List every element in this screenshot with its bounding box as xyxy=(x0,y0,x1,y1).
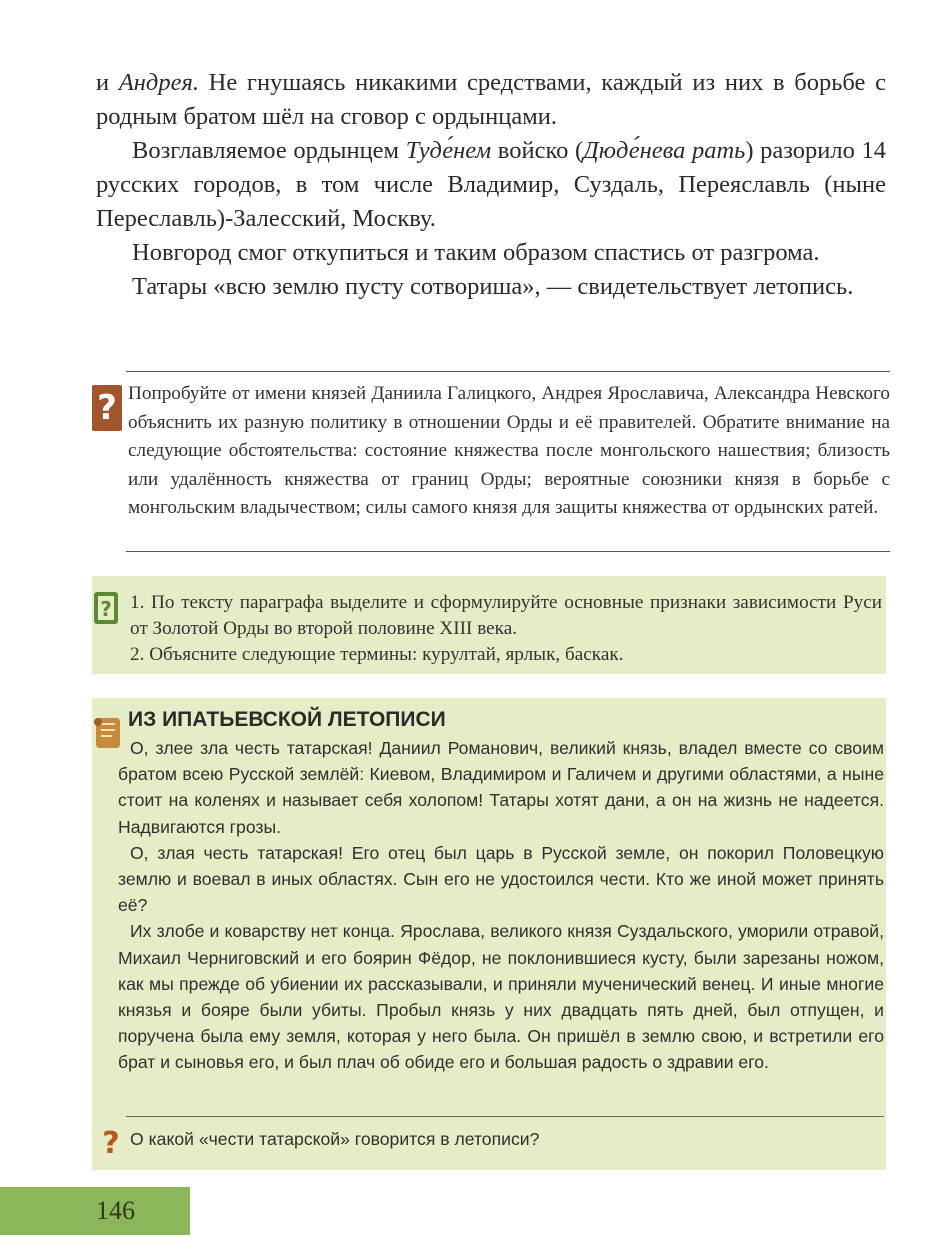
chronicle-question: О какой «чести татарской» говорится в летописи? xyxy=(130,1129,540,1149)
chronicle-paragraph-3: Их злобе и коварству нет конца. Ярослава, великого князя Суздальского, уморили отравой, Михаил Черниговский и его боярин Фёдор, не поклонившиеся кусту, были зарезаны ножом, как мы прежде об убиении их рассказывали, и приняли мученический венец. И иные многие князья и бояре были убиты. Пробыл князь у них двадцать пять дней, был отпущен, и поручена была ему земля, которая у него была. Он пришёл в землю свою, и встретили его брат и сыновья его, и был плач об обиде его и большая радость о здравии его. xyxy=(118,921,884,1073)
text-span: Возглавляемое ордынцем xyxy=(132,137,406,164)
italic-name: Андрея. xyxy=(118,69,199,96)
task-1: 1. По тексту параграфа выделите и сформулируйте основные признаки зависимости Руси от Золотой Орды во второй половине XIII века. xyxy=(130,592,882,639)
paragraph-2 xyxy=(96,134,886,236)
tasks-text xyxy=(130,590,882,668)
italic-name: Туде́нем xyxy=(405,137,492,164)
main-text xyxy=(96,66,886,304)
chronicle-text xyxy=(118,735,884,1076)
italic-term: Дюде́нева рать xyxy=(583,137,746,164)
question-icon: ? xyxy=(92,385,122,431)
page-number: 146 xyxy=(96,1196,135,1225)
chronicle-divider xyxy=(126,1116,884,1117)
divider-top xyxy=(126,371,890,372)
text-span: Не гнушаясь никакими средствами, каждый из них в борьбе с родным братом шёл на сговор с ордынцами. xyxy=(96,69,886,130)
paragraph-1 xyxy=(96,66,886,134)
chronicle-paragraph-1: О, злее зла честь татарская! Даниил Романович, великий князь, владел вместе со своим братом всею Русской землёй: Киевом, Владимиром и Галичем и другими областями, а ныне стоит на коленях и называет себя холопом! Татары хотят дани, а он на жизнь не надеется. Надвигаются грозы. xyxy=(118,738,884,837)
divider-bottom xyxy=(126,551,890,552)
svg-text:?: ? xyxy=(100,597,112,621)
chronicle-paragraph-2: О, злая честь татарская! Его отец был царь в Русской земле, он покорил Половецкую землю и воевал в иных областях. Сын его не удостоился чести. Кто же иной может принять её? xyxy=(118,842,884,916)
paragraph-3: Новгород смог откупиться и таким образом спастись от разгрома. xyxy=(132,239,820,266)
question-text: Попробуйте от имени князей Даниила Галицкого, Андрея Ярославича, Александра Невского объяснить их разную политику в отношении Орды и её правителей. Обратите внимание на следующие обстоятельства: состояние княжества после монгольского нашествия; близость или удалённость княжества от границ Орды; вероятные союзники князя в борьбе с монгольским владычеством; силы самого князя для защиты княжества от ордынских ратей. xyxy=(128,383,890,518)
task-2: 2. Объясните следующие термины: курултай, ярлык, баскак. xyxy=(130,644,624,665)
text-span: ) разорило 14 русских городов, в том числе Владимир, Суздаль, Переяславль (ныне Переславль)-Залесский, Москву. xyxy=(96,137,886,232)
text-span: войско ( xyxy=(491,137,584,164)
paragraph-4: Татары «всю землю пусту сотвориша», — свидетельствует летопись. xyxy=(132,273,854,300)
task-question-icon xyxy=(92,588,122,628)
page-number-tab xyxy=(0,1187,190,1235)
text-span: и xyxy=(96,69,119,96)
chronicle-title: ИЗ ИПАТЬЕВСКОЙ ЛЕТОПИСИ xyxy=(128,708,446,731)
question-mark-icon: ? xyxy=(102,1126,120,1161)
